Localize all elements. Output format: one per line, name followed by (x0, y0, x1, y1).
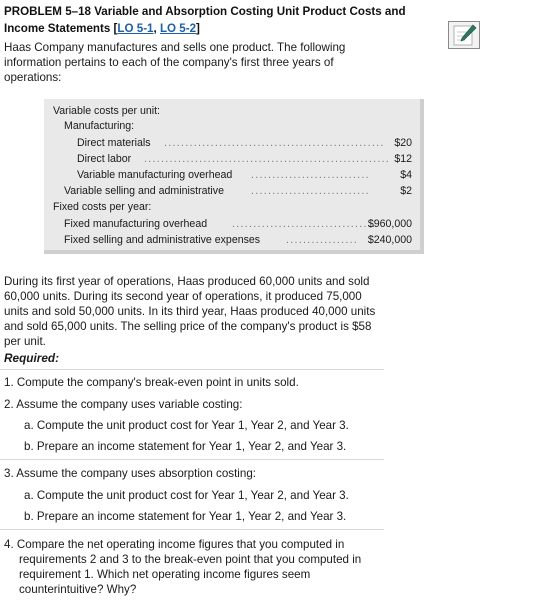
leader-dots: .......................................................... (144, 153, 391, 165)
fixed-sga-amount: $240,000 (367, 234, 412, 246)
intro-paragraph: Haas Company manufactures and sells one product. The following information pertains to each of the company's first three years of operations: (4, 41, 346, 84)
operations-paragraph: During its first year of operations, Haas produced 60,000 units and sold 60,000 units. During its second year of operations, it produced 75,000 units and sold 50,000 units. In its third year, Haas produced 40,000 units and sold 65,000 units. The selling price of the company's product is $58 per unit. (4, 275, 376, 348)
required-heading: Required: (4, 351, 60, 365)
section-divider (0, 529, 384, 530)
leader-dots: ............................ (251, 185, 370, 197)
variable-sga-label: Variable selling and administrative (64, 185, 224, 197)
fixed-costs-header: Fixed costs per year: (53, 201, 152, 213)
question-3: 3. Assume the company uses absorption costing: (4, 467, 256, 480)
manufacturing-header: Manufacturing: (64, 120, 135, 132)
lo-link-5-1[interactable]: LO 5-1 (117, 22, 154, 35)
fixed-sga-label: Fixed selling and administrative expenses (64, 234, 261, 246)
pencil-on-paper-icon[interactable] (448, 21, 480, 49)
fixed-moh-label: Fixed manufacturing overhead (64, 218, 208, 230)
variable-sga-row (44, 184, 420, 199)
variable-moh-label: Variable manufacturing overhead (77, 169, 233, 181)
leader-dots: .................................................... (164, 137, 385, 149)
variable-costs-header-row (44, 104, 420, 119)
problem-title (4, 3, 424, 37)
problem-title-text: PROBLEM 5–18 Variable and Absorption Costing Unit Product Costs and Income Statements (4, 5, 406, 35)
variable-costs-header: Variable costs per unit: (53, 105, 160, 117)
section-divider (0, 369, 384, 370)
question-3b: b. Prepare an income statement for Year 1, Year 2, and Year 3. (24, 510, 347, 523)
lo-bracket-close: ] (196, 22, 200, 35)
question-4: 4. Compare the net operating income figures that you computed in requirements 2 and 3 to the break-even point that you computed in requirement 1. Which net operating income figures seem counterintuitive? Why? (4, 538, 362, 596)
direct-materials-label: Direct materials (77, 137, 151, 149)
manufacturing-header-row (44, 119, 420, 134)
leader-dots: ............................ (251, 169, 370, 181)
fixed-moh-amount: $960,000 (367, 218, 412, 230)
question-3a: a. Compute the unit product cost for Year 1, Year 2, and Year 3. (24, 489, 349, 502)
leader-dots: ................. (286, 234, 359, 246)
variable-moh-row (44, 168, 420, 183)
leader-dots: .................................. (232, 218, 377, 230)
direct-labor-label: Direct labor (77, 153, 132, 165)
question-2: 2. Assume the company uses variable costing: (4, 398, 243, 411)
variable-moh-amount: $4 (400, 169, 412, 181)
lo-bracket-open: [ (113, 22, 118, 35)
fixed-costs-header-row (44, 200, 420, 215)
question-2b: b. Prepare an income statement for Year 1, Year 2, and Year 3. (24, 440, 347, 453)
section-divider (0, 459, 384, 460)
question-2a: a. Compute the unit product cost for Year 1, Year 2, and Year 3. (24, 419, 349, 432)
question-1: 1. Compute the company's break-even point in units sold. (4, 376, 299, 389)
cost-data-table (44, 99, 424, 254)
fixed-moh-row (44, 217, 420, 232)
lo-separator: , (153, 22, 160, 35)
direct-materials-row (44, 136, 420, 151)
variable-sga-amount: $2 (400, 185, 412, 197)
direct-labor-row (44, 152, 420, 167)
direct-labor-amount: $12 (394, 153, 412, 165)
fixed-sga-row (44, 233, 420, 248)
direct-materials-amount: $20 (394, 137, 412, 149)
lo-link-5-2[interactable]: LO 5-2 (159, 22, 197, 35)
